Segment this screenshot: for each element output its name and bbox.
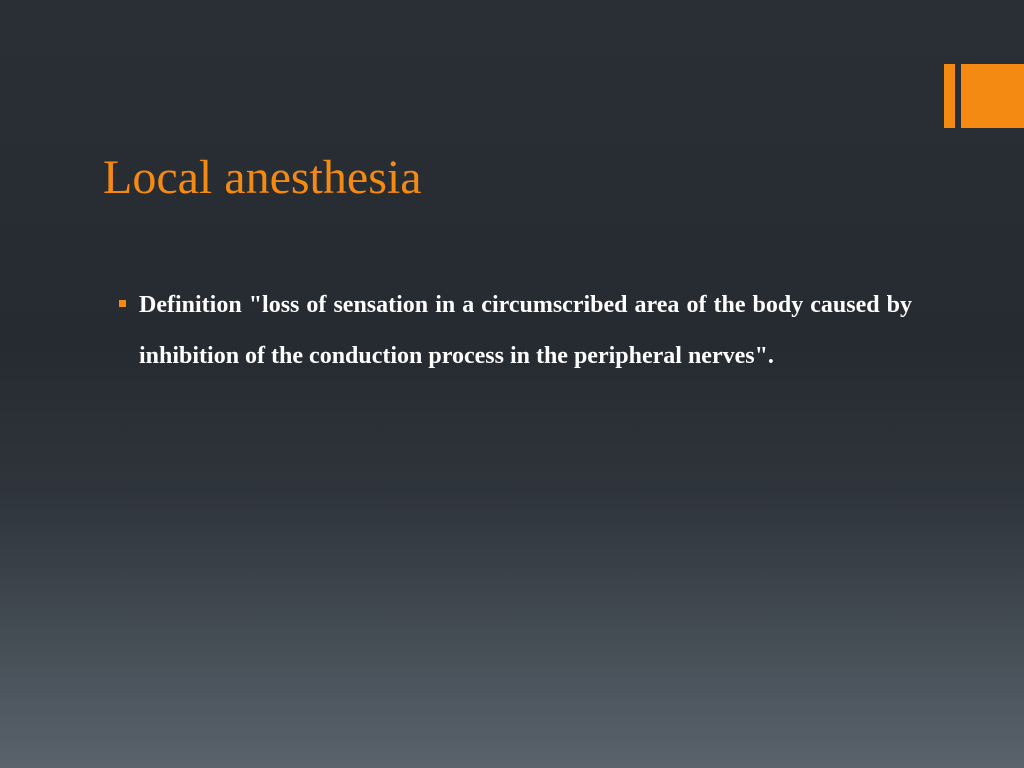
bullet-item [116,280,912,382]
accent-bar-thin [944,64,955,128]
bullet-text: Definition "loss of sensation in a circumscribed area of the body caused by inhibition of the conduction process in the peripheral nerves". [139,292,912,369]
square-bullet-icon [119,300,126,307]
accent-bar-thick [961,64,1024,128]
slide-title: Local anesthesia [103,151,422,204]
bullet-list [116,280,912,382]
